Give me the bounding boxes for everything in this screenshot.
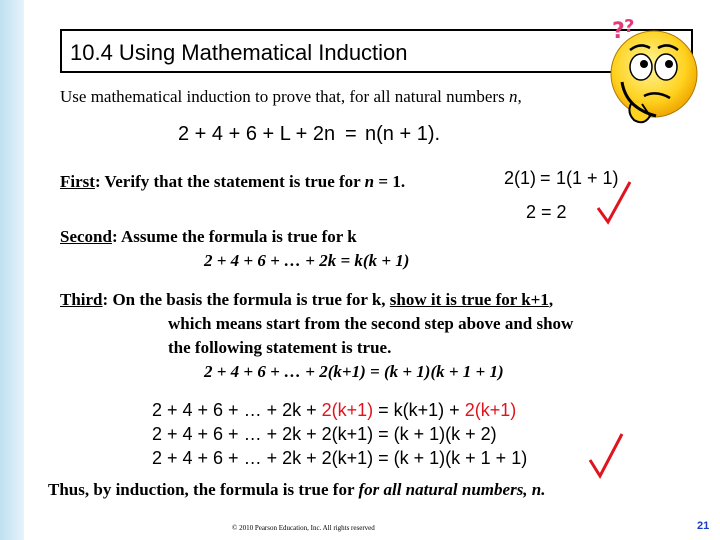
first-variable: n bbox=[364, 172, 375, 191]
intro-end: , bbox=[517, 87, 522, 106]
main-formula bbox=[170, 112, 460, 152]
first-eq2: 2 = 2 bbox=[526, 202, 567, 222]
svg-text:?: ? bbox=[624, 16, 635, 37]
first-step-line bbox=[60, 172, 405, 192]
conclusion-emphasis: for all natural numbers, n. bbox=[358, 480, 546, 499]
intro-line bbox=[60, 87, 522, 107]
third-formula: 2 + 4 + 6 + … + 2(k+1) = (k + 1)(k + 1 + 1) bbox=[204, 362, 504, 381]
third-underlined-text: show it is true for k+1 bbox=[389, 290, 549, 309]
step1-part-a: 2 + 4 + 6 + … + 2k + bbox=[152, 400, 322, 420]
main-formula-eq: = bbox=[345, 123, 357, 145]
step1-red-term-2: 2(k+1) bbox=[464, 400, 517, 420]
third-text: : On the basis the formula is true for k, bbox=[102, 290, 390, 309]
first-text: : Verify that the statement is true for bbox=[94, 172, 365, 191]
step1-red-term-1: 2(k+1) bbox=[321, 400, 374, 420]
first-eq1-rhs: 1(1 + 1) bbox=[556, 168, 619, 188]
second-formula: 2 + 4 + 6 + … + 2k = k(k + 1) bbox=[204, 251, 410, 270]
second-step-line bbox=[60, 227, 357, 247]
third-line-2: which means start from the second step above and show bbox=[168, 314, 574, 333]
decorative-side-strip bbox=[0, 0, 24, 540]
algebra-step-1 bbox=[152, 400, 516, 421]
algebra-step-2: 2 + 4 + 6 + … + 2k + 2(k+1) = (k + 1)(k + 2) bbox=[152, 424, 497, 444]
first-eq1-lhs: 2(1) bbox=[504, 168, 537, 188]
main-formula-lhs: 2 + 4 + 6 + L + 2n bbox=[178, 123, 336, 145]
second-label: Second bbox=[60, 227, 112, 246]
copyright-footer: © 2010 Pearson Education, Inc. All rights reserved bbox=[232, 524, 375, 532]
step1-part-b: = k(k+1) + bbox=[373, 400, 465, 420]
first-eq1-eq: = bbox=[540, 168, 551, 188]
checkmark-icon bbox=[586, 430, 626, 480]
svg-text:?: ? bbox=[612, 19, 625, 44]
second-text: : Assume the formula is true for k bbox=[111, 227, 357, 246]
first-label: First bbox=[60, 172, 95, 191]
main-formula-rhs: n(n + 1). bbox=[365, 123, 441, 145]
conclusion-line bbox=[48, 480, 546, 500]
third-end: , bbox=[548, 290, 554, 309]
algebra-step-3: 2 + 4 + 6 + … + 2k + 2(k+1) = (k + 1)(k + 1 + 1) bbox=[152, 448, 528, 468]
intro-text: Use mathematical induction to prove that, for all natural numbers bbox=[60, 87, 509, 106]
third-label: Third bbox=[60, 290, 103, 309]
checkmark-icon bbox=[594, 178, 634, 226]
first-value: = 1. bbox=[374, 172, 406, 191]
page-number: 21 bbox=[697, 520, 710, 532]
third-line-3: the following statement is true. bbox=[168, 338, 392, 357]
confused-smiley-icon bbox=[596, 12, 708, 130]
page-title: 10.4 Using Mathematical Induction bbox=[70, 40, 408, 65]
conclusion-text: Thus, by induction, the formula is true for bbox=[48, 480, 359, 499]
intro-variable: n bbox=[508, 87, 518, 106]
third-step-line bbox=[60, 290, 553, 310]
